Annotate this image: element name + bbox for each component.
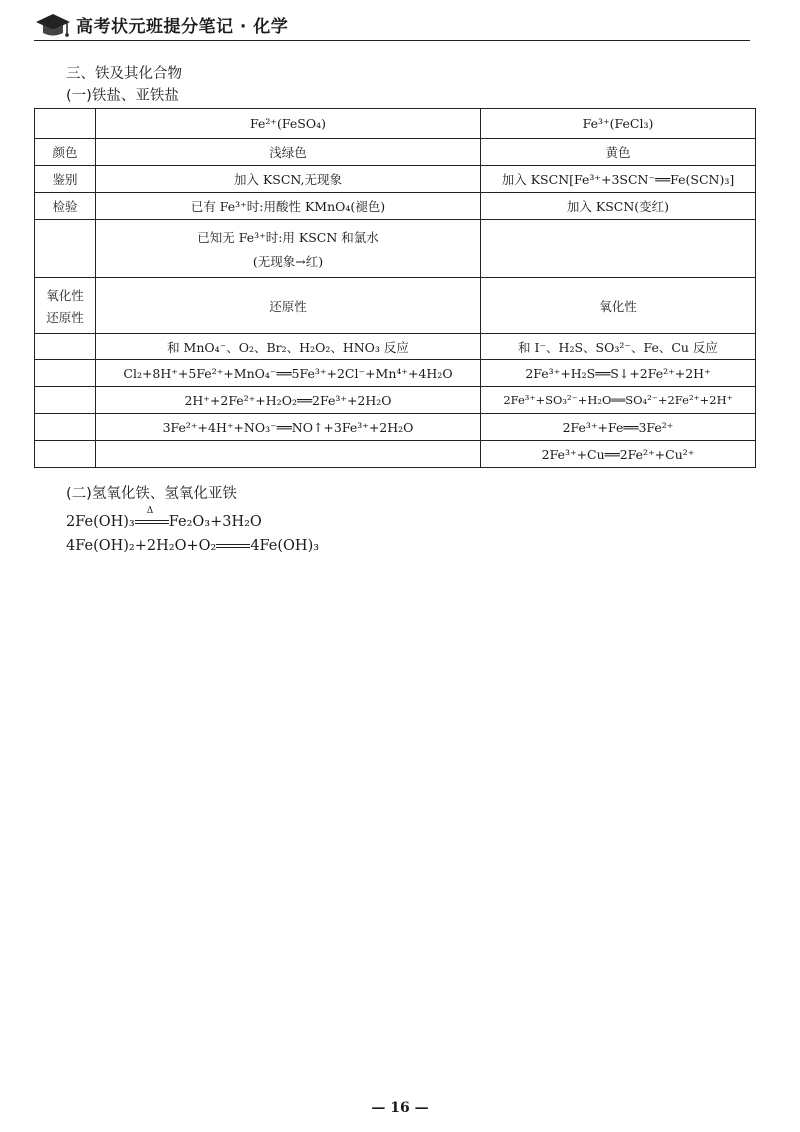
fe2-cell-line-1: 已知无 Fe³⁺时:用 KSCN 和氯水 [197,229,379,245]
fe2-cell: Cl₂+8H⁺+5Fe²⁺+MnO₄⁻══5Fe³⁺+2Cl⁻+Mn⁴⁺+4H₂O [96,360,481,387]
row-label [35,334,96,360]
equation-2 [66,538,319,554]
page-header [34,6,750,42]
equation-2-left: 4Fe(OH)₂+2H₂O+O₂ [66,538,217,554]
table-header-row [35,109,756,139]
header-title: 高考状元班提分笔记 · 化学 [76,17,289,37]
table-row [35,278,756,334]
page-number: — 16 — [371,1100,429,1116]
row-label [35,220,96,278]
fe2-cell: 浅绿色 [96,139,481,166]
fe2-cell: 2H⁺+2Fe²⁺+H₂O₂══2Fe³⁺+2H₂O [96,387,481,414]
row-label [35,441,96,468]
fe3-cell: 2Fe³⁺+SO₃²⁻+H₂O══SO₄²⁻+2Fe²⁺+2H⁺ [481,387,756,414]
fe2-cell: 和 MnO₄⁻、O₂、Br₂、H₂O₂、HNO₃ 反应 [96,334,481,360]
section-title: 三、铁及其化合物 [66,66,182,82]
fe3-cell: 加入 KSCN[Fe³⁺+3SCN⁻══Fe(SCN)₃] [481,166,756,193]
table-row [35,193,756,220]
row-label: 检验 [35,193,96,220]
fe2-cell: 已有 Fe³⁺时:用酸性 KMnO₄(褪色) [96,193,481,220]
col-fe2-header: Fe²⁺(FeSO₄) [96,109,481,139]
equation-1-left: 2Fe(OH)₃ [66,514,135,530]
table-row [35,220,756,278]
table-row [35,414,756,441]
subsection-2-title: (二)氢氧化铁、氢氧化亚铁 [66,486,237,502]
fe2-cell: 3Fe²⁺+4H⁺+NO₃⁻══NO↑+3Fe³⁺+2H₂O [96,414,481,441]
equation-1-right: Fe₂O₃+3H₂O [168,514,262,530]
equals-arrow [216,540,250,552]
row-label-line-2: 还原性 [46,309,84,325]
row-label [35,387,96,414]
fe3-cell: 黄色 [481,139,756,166]
fe3-cell: 氧化性 [481,278,756,334]
table-row [35,334,756,360]
table-row [35,360,756,387]
fe3-cell [481,220,756,278]
table-row [35,139,756,166]
fe2-cell-line-2: (无现象→红) [252,253,324,269]
fe2-cell [96,220,481,278]
fe3-cell: 2Fe³⁺+Cu══2Fe²⁺+Cu²⁺ [481,441,756,468]
graduation-cap-icon [34,10,72,40]
row-label-line-1: 氧化性 [46,287,84,303]
col-fe3-header: Fe³⁺(FeCl₃) [481,109,756,139]
fe3-cell: 2Fe³⁺+H₂S══S↓+2Fe²⁺+2H⁺ [481,360,756,387]
row-label: 颜色 [35,139,96,166]
table-row [35,387,756,414]
fe2-cell: 加入 KSCN,无现象 [96,166,481,193]
fe2-cell: 还原性 [96,278,481,334]
row-label [35,414,96,441]
fe3-cell: 2Fe³⁺+Fe══3Fe²⁺ [481,414,756,441]
fe3-cell: 和 I⁻、H₂S、SO₃²⁻、Fe、Cu 反应 [481,334,756,360]
row-label: 鉴别 [35,166,96,193]
iron-salt-table [34,108,756,468]
row-label [35,360,96,387]
table-row [35,441,756,468]
fe3-cell: 加入 KSCN(变红) [481,193,756,220]
fe2-cell [96,441,481,468]
subsection-1-title: (一)铁盐、亚铁盐 [66,88,179,104]
table-corner-cell [35,109,96,139]
equals-arrow [135,506,169,528]
equation-2-right: 4Fe(OH)₃ [250,538,320,554]
table-row [35,166,756,193]
row-label [35,278,96,334]
equation-1 [66,506,262,530]
heat-condition: Δ [146,506,154,516]
header-rule [34,40,750,41]
